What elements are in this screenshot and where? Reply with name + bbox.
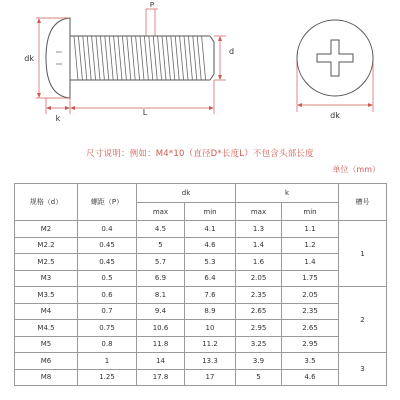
table-row — [15, 287, 387, 304]
cell-pitch: 1 — [78, 353, 137, 370]
cell-spec: M4.5 — [15, 320, 78, 337]
thread-line — [202, 36, 206, 80]
cell-dk-max: 9.4 — [137, 303, 185, 320]
header-pitch: 螺距（P） — [78, 184, 137, 221]
cell-dk-min: 6.4 — [185, 270, 236, 287]
cell-k-max: 3.25 — [236, 336, 282, 353]
dimension-arrows — [37, 18, 373, 110]
cell-dk-max: 5 — [137, 237, 185, 254]
thread-line — [193, 36, 197, 80]
header-k: k — [236, 184, 339, 203]
label-dk-front: dk — [330, 111, 340, 120]
thread-line — [136, 36, 140, 80]
thread-line — [188, 36, 192, 80]
cell-k-min: 1.4 — [282, 254, 339, 271]
table-row — [15, 270, 387, 287]
thread-line — [109, 36, 113, 80]
thread-line — [140, 36, 144, 80]
label-l: L — [142, 108, 148, 117]
screw-head-outline — [46, 18, 70, 98]
label-dk: dk — [24, 54, 34, 63]
cell-dk-max: 17.8 — [137, 369, 185, 386]
cell-k-min: 2.35 — [282, 303, 339, 320]
phillips-cross-icon — [317, 40, 353, 76]
cell-k-max: 2.95 — [236, 320, 282, 337]
table-row — [15, 369, 387, 386]
cell-k-max: 2.05 — [236, 270, 282, 287]
cell-dk-min: 11.2 — [185, 336, 236, 353]
thread-line — [131, 36, 135, 80]
cell-pitch: 0.5 — [78, 270, 137, 287]
thread-line — [171, 36, 175, 80]
thread-line — [162, 36, 166, 80]
cell-pitch: 0.45 — [78, 254, 137, 271]
cell-dk-max: 8.1 — [137, 287, 185, 304]
header-dk-min: min — [185, 203, 236, 221]
table-row — [15, 254, 387, 271]
label-d: d — [229, 47, 235, 56]
dimension-note: 尺寸说明：例如：M4*10（直径D*长度L）不包含头部长度 — [86, 149, 314, 159]
cell-dk-min: 17 — [185, 369, 236, 386]
cell-k-max: 2.65 — [236, 303, 282, 320]
thread-line — [105, 36, 109, 80]
thread-line — [122, 36, 126, 80]
cell-k-max: 1.3 — [236, 221, 282, 238]
cell-k-max: 2.35 — [236, 287, 282, 304]
cell-dk-max: 5.7 — [137, 254, 185, 271]
cell-slot: 2 — [339, 287, 387, 353]
header-k-max: max — [236, 203, 282, 221]
cell-dk-max: 10.6 — [137, 320, 185, 337]
cell-dk-max: 4.5 — [137, 221, 185, 238]
label-k: k — [55, 114, 61, 123]
cell-dk-min: 7.6 — [185, 287, 236, 304]
thread-line — [166, 36, 170, 80]
cell-pitch: 0.8 — [78, 336, 137, 353]
screw-side-view — [46, 18, 214, 98]
cell-k-min: 1.75 — [282, 270, 339, 287]
cell-k-min: 1.1 — [282, 221, 339, 238]
cell-k-max: 3.9 — [236, 353, 282, 370]
cell-pitch: 0.7 — [78, 303, 137, 320]
table-row — [15, 320, 387, 337]
cell-dk-max: 14 — [137, 353, 185, 370]
cell-pitch: 0.75 — [78, 320, 137, 337]
thread-line — [114, 36, 118, 80]
screw-threads — [70, 36, 214, 80]
cell-pitch: 0.4 — [78, 221, 137, 238]
cell-dk-min: 8.9 — [185, 303, 236, 320]
cell-dk-max: 6.9 — [137, 270, 185, 287]
cell-k-max: 5 — [236, 369, 282, 386]
thread-line — [100, 36, 104, 80]
thread-line — [78, 36, 82, 80]
cell-spec: M2.5 — [15, 254, 78, 271]
cell-k-min: 3.5 — [282, 353, 339, 370]
screw-front-view — [297, 20, 373, 96]
cell-pitch: 1.25 — [78, 369, 137, 386]
thread-line — [149, 36, 153, 80]
cell-spec: M8 — [15, 369, 78, 386]
header-slot: 槽号 — [339, 184, 387, 221]
header-dk: dk — [137, 184, 236, 203]
cell-pitch: 0.45 — [78, 237, 137, 254]
cell-dk-min: 13.3 — [185, 353, 236, 370]
thread-line — [92, 36, 96, 80]
cell-k-min: 2.95 — [282, 336, 339, 353]
thread-line — [175, 36, 179, 80]
cell-k-min: 4.6 — [282, 369, 339, 386]
thread-line — [153, 36, 157, 80]
cell-dk-min: 4.6 — [185, 237, 236, 254]
thread-line — [180, 36, 184, 80]
cell-pitch: 0.6 — [78, 287, 137, 304]
table-row — [15, 237, 387, 254]
cell-spec: M4 — [15, 303, 78, 320]
header-dk-max: max — [137, 203, 185, 221]
cell-spec: M2.2 — [15, 237, 78, 254]
thread-line — [96, 36, 100, 80]
cell-spec: M5 — [15, 336, 78, 353]
thread-line — [118, 36, 122, 80]
cell-spec: M2 — [15, 221, 78, 238]
cell-slot: 3 — [339, 353, 387, 386]
cell-k-min: 2.05 — [282, 287, 339, 304]
thread-line — [144, 36, 148, 80]
spec-table — [14, 183, 387, 386]
screw-diagram — [0, 0, 400, 125]
cell-dk-min: 5.3 — [185, 254, 236, 271]
cell-k-max: 1.4 — [236, 237, 282, 254]
table-row — [15, 303, 387, 320]
thread-line — [83, 36, 87, 80]
cell-spec: M6 — [15, 353, 78, 370]
cell-slot: 1 — [339, 221, 387, 287]
table-row — [15, 221, 387, 238]
label-p: P — [149, 1, 155, 9]
cell-k-min: 2.65 — [282, 320, 339, 337]
header-k-min: min — [282, 203, 339, 221]
cell-k-min: 1.2 — [282, 237, 339, 254]
cell-spec: M3 — [15, 270, 78, 287]
head-circle — [297, 20, 373, 96]
table-row — [15, 336, 387, 353]
cell-dk-max: 11.8 — [137, 336, 185, 353]
thread-line — [184, 36, 188, 80]
thread-line — [158, 36, 162, 80]
header-spec: 规格（d） — [15, 184, 78, 221]
thread-line — [197, 36, 201, 80]
unit-label: 单位（mm） — [332, 165, 380, 174]
cell-spec: M3.5 — [15, 287, 78, 304]
thread-line — [74, 36, 78, 80]
cell-k-max: 1.6 — [236, 254, 282, 271]
cell-dk-min: 10 — [185, 320, 236, 337]
thread-line — [87, 36, 91, 80]
cell-dk-min: 4.1 — [185, 221, 236, 238]
thread-line — [127, 36, 131, 80]
table-row — [15, 353, 387, 370]
